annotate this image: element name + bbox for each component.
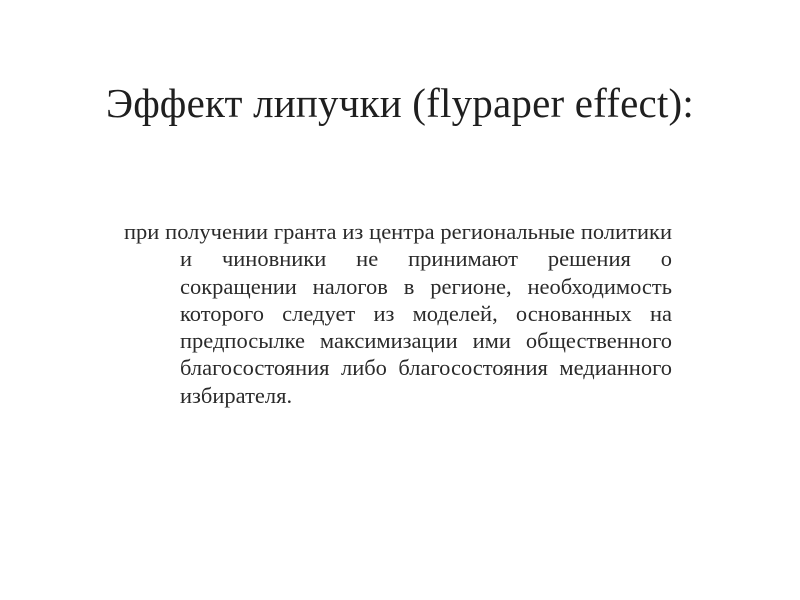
slide-body-text: при получении гранта из центра региональные политики и чиновники не принимают решения о сокращении налогов в регионе, необходимость которого следует из моделей, основанных на предпосылке максимизации ими общественного благосостояния либо благосостояния медианного избирателя. bbox=[124, 219, 672, 408]
slide-title: Эффект липучки (flypaper effect): bbox=[106, 80, 694, 126]
